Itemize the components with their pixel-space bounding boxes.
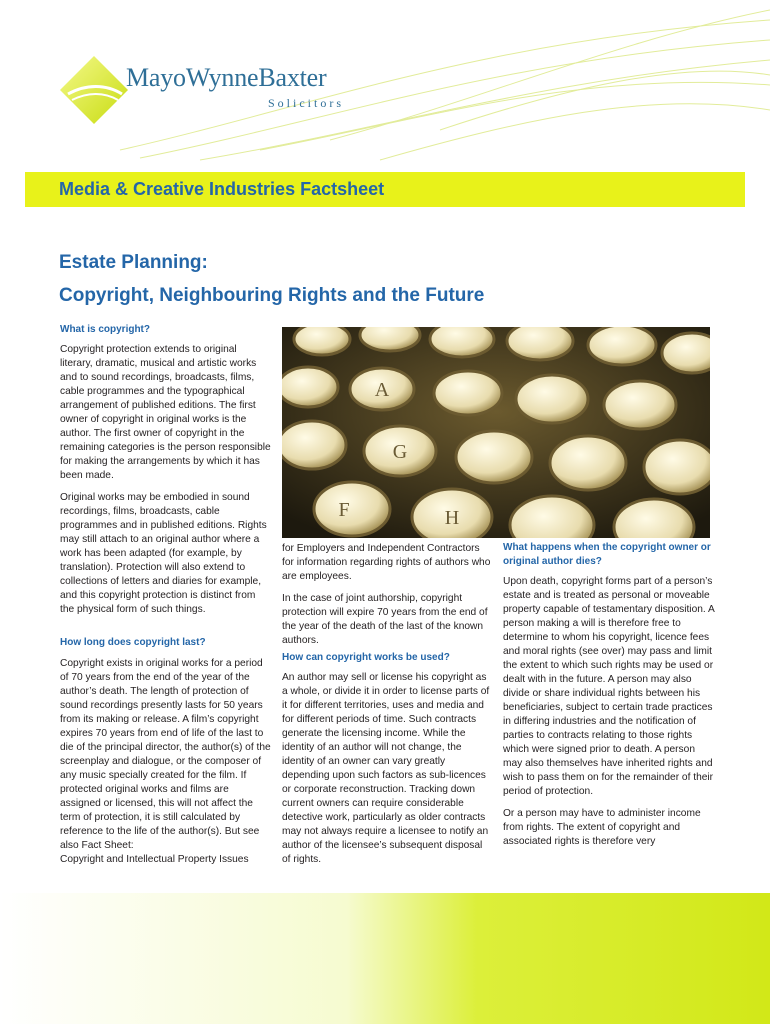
key-label: G	[392, 441, 408, 463]
footer-green-band	[0, 893, 770, 1024]
column2-paragraph-2: In the case of joint authorship, copyright protection will expire 70 years from the end of the year of the death of the last of the known authors.	[282, 593, 488, 646]
document-title-line2: Copyright, Neighbouring Rights and the Future	[59, 285, 485, 306]
typewriter-keys-photo	[282, 327, 710, 538]
column1-paragraph-3: Copyright exists in original works for a period of 70 years from the end of the year of the author’s death. The length of protection of sound recordings presently lasts for 50 years from its making or release. A film’s copyright expires 70 years from end of life of the last to die of the principal director, the author(s) of the screenplay and dialogue, or the composer of any music specially created for the film. If protected original works and films are assigned or licensed, this will not affect the term of protection, it is still calculated by reference to the life of the author(s). But see also Fact Sheet:	[60, 658, 271, 851]
column3-body	[503, 575, 715, 849]
factsheet-reference: Copyright and Intellectual Property Issues	[60, 854, 249, 865]
document-title-line1: Estate Planning:	[59, 252, 208, 273]
brand-name: MayoWynneBaxter	[126, 63, 327, 92]
column3-paragraph-2: Or a person may have to administer income from rights. The extent of copyright and associated rights is therefore very	[503, 808, 701, 847]
column2-body-top	[282, 542, 492, 648]
column2-body-bottom	[282, 671, 492, 867]
column2-paragraph-1: for Employers and Independent Contractors for information regarding rights of authors who are employees.	[282, 543, 491, 582]
column1-body-top	[60, 343, 272, 617]
heading-what-is-copyright: What is copyright?	[60, 324, 150, 335]
column3-paragraph-1: Upon death, copyright forms part of a person’s estate and is treated as personal or moveable property capable of testamentary disposition. A person making a will is therefore free to determine to whom his copyright, licence fees and moral rights (see over) may pass and limit the extent to which such rights may be used or dealt with in the future. A person may also divide or share individual rights between his beneficiaries, subject to certain trade practices in differing industries and the notification of parties to contracts relating to those rights which were signed prior to death. A person may also themselves have inherited rights and wish to pass them on for the remainder of their period of protection.	[503, 576, 715, 797]
typewriter-photo-graphic	[282, 327, 710, 538]
heading-how-long-copyright: How long does copyright last?	[60, 637, 206, 648]
heading-how-copyright-used: How can copyright works be used?	[282, 652, 450, 663]
banner-title: Media & Creative Industries Factsheet	[59, 179, 385, 199]
column2-paragraph-3: An author may sell or license his copyright as a whole, or divide it in order to license parts of it for different territories, uses and media and for different periods of time. Such contracts generate the licensing income. While the identity of an author will not change, the identity of an owner can vary greatly depending upon such factors as sub-licences or corporate reconstruction. Tracking down current owners can require considerable detective work, particularly as older contracts may not always require a licensee to notify an author of the licensee’s subsequent disposal of rights.	[282, 672, 490, 865]
key-label: A	[374, 379, 390, 401]
column1-paragraph-2: Original works may be embodied in sound recordings, films, broadcasts, cable programmes and in published editions. Rights may still attach to an original author where a work has been adapted (for example, by translation). Protection will also extend to collections of letters and diaries for example, and this copyright protection is distinct from the physical form of such things.	[60, 492, 267, 615]
logo-diamond-icon	[58, 54, 130, 126]
column1-body-bottom	[60, 657, 272, 867]
key-label: F	[338, 499, 350, 521]
factsheet-banner	[25, 172, 745, 207]
key-label: H	[444, 507, 460, 529]
document-title	[59, 246, 484, 312]
column1-paragraph-1: Copyright protection extends to original literary, dramatic, musical and artistic works and to sound recordings, broadcasts, films, cable programmes and the typographical arrangement of published editions. The first owner of copyright in original works is the author. The first owner of copyright in the remaining categories is the person responsible for making the arrangements by which it has been made.	[60, 344, 271, 481]
heading-owner-dies: What happens when the copyright owner or original author dies?	[503, 542, 711, 567]
brand-subtitle: Solicitors	[268, 96, 345, 110]
